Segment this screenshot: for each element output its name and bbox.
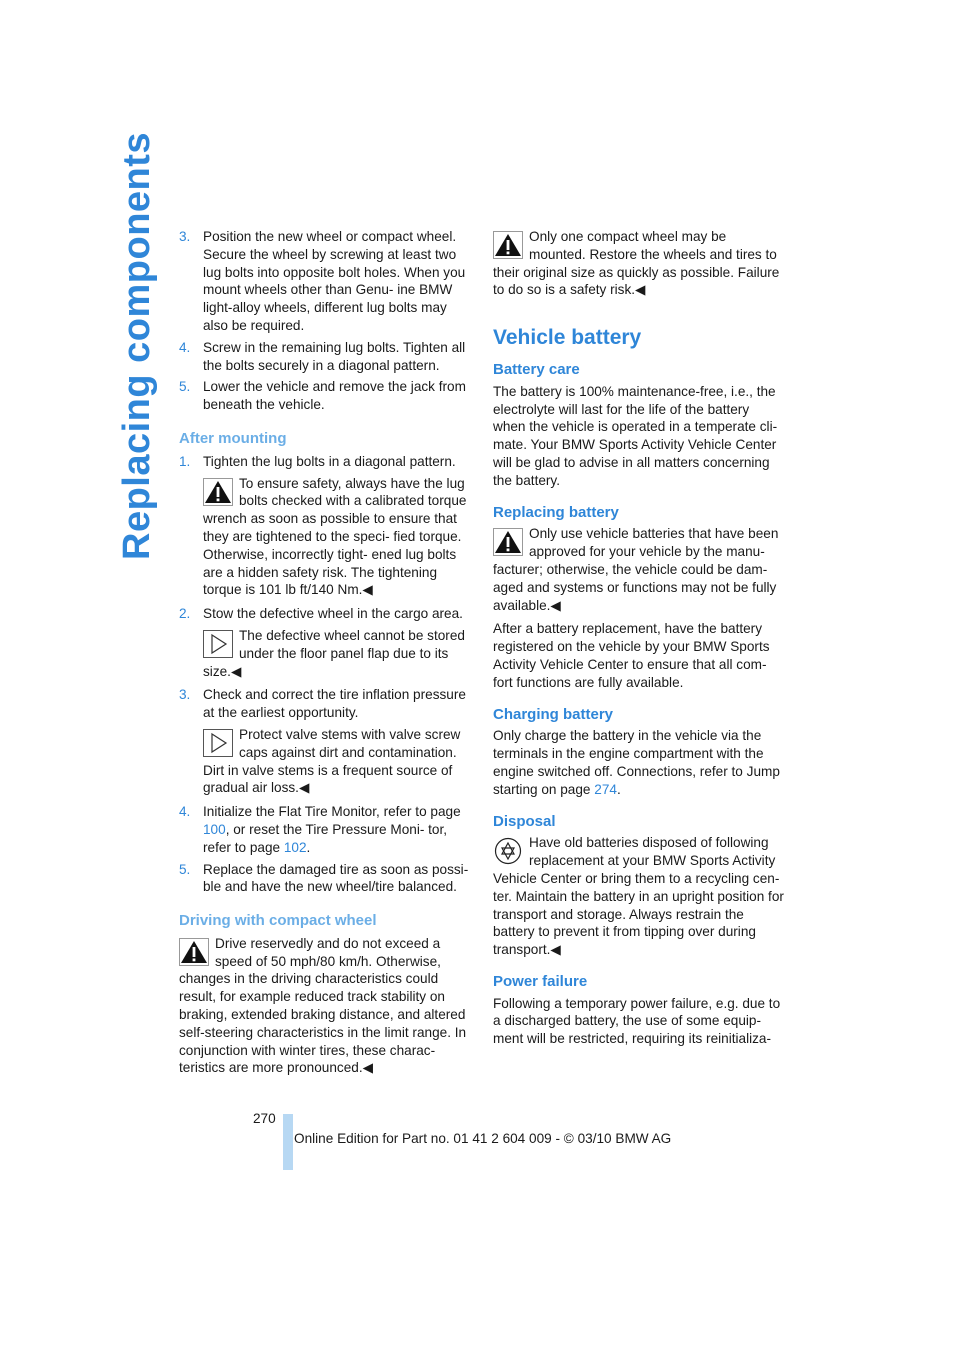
power-failure-heading: Power failure [493, 972, 588, 990]
battery-care-text: The battery is 100% maintenance-free, i.e., the electrolyte will last for the life of the battery when the vehicle is operated in a temperate cli- mate. Your BMW Sports Activity Vehicle Center will be glad to advise in all matters concerning the battery. [493, 383, 778, 488]
list-item [179, 861, 471, 897]
page-link[interactable]: 100 [203, 821, 226, 837]
step-text: Lower the vehicle and remove the jack from beneath the vehicle. [203, 379, 466, 413]
page-link[interactable]: 274 [594, 781, 617, 797]
note-arrow-icon [203, 729, 233, 757]
battery-care-heading: Battery care [493, 360, 580, 378]
step-text: Screw in the remaining lug bolts. Tighten all the bolts securely in a diagonal pattern. [203, 339, 466, 373]
step-text-part: Initialize the Flat Tire Monitor, refer to page [203, 804, 461, 820]
footer-accent-bar [283, 1114, 293, 1170]
step-number: 5. [179, 379, 191, 395]
list-item [179, 228, 471, 335]
step-text-part: , or reset the Tire Pressure Moni- tor, refer to page [203, 821, 448, 855]
info-note [203, 726, 471, 797]
step-text: Stow the defective wheel in the cargo area. [203, 606, 463, 622]
list-item [179, 803, 471, 856]
warning-text: Only use vehicle batteries that have been approved for your vehicle by the manu- facturer; otherwise, the vehicle could be dam- aged and systems or functions may not be fully available.◀ [493, 526, 779, 613]
step-text: Replace the damaged tire as soon as possi- ble and have the new wheel/tire balanced. [203, 861, 469, 895]
step-text: Tighten the lug bolts in a diagonal pattern. [203, 453, 456, 469]
step-number: 4. [179, 804, 191, 820]
page-number: 270 [253, 1111, 276, 1126]
charging-battery-heading: Charging battery [493, 705, 614, 723]
warning-note [493, 525, 785, 614]
warning-text: Only one compact wheel may be mounted. Restore the wheels and tires to their original size as quickly as possible. Failure to do so is a safety risk.◀ [493, 229, 780, 298]
step-number: 3. [179, 229, 191, 244]
chapter-side-title [112, 131, 158, 560]
list-item [179, 686, 471, 722]
note-text: Protect valve stems with valve screw caps against dirt and contamination. Dirt in valve stems is a frequent source of gradual air loss.◀ [203, 726, 461, 796]
page-link[interactable]: 102 [283, 839, 307, 855]
after-mounting-heading: After mounting [179, 429, 287, 447]
step-text-part: . [306, 839, 311, 855]
warning-note [493, 228, 785, 299]
warning-triangle-icon [493, 231, 523, 259]
power-failure-text: Following a temporary power failure, e.g. due to a discharged battery, the use of some equip- ment will be restricted, requiring its reinitializa- [493, 995, 781, 1047]
left-column [179, 228, 471, 1083]
driving-compact-wheel-heading: Driving with compact wheel [179, 912, 377, 930]
note-arrow-icon [203, 630, 233, 658]
step-number: 2. [179, 606, 191, 622]
disposal-heading: Disposal [493, 812, 556, 830]
charging-text-part: Only charge the battery in the vehicle via the terminals in the engine compartment with the engine switched off. Connections, refer to Jump starting on page [493, 728, 780, 797]
note-text: The defective wheel cannot be stored under the floor panel flap due to its size.◀ [203, 627, 465, 679]
replacing-battery-heading: Replacing battery [493, 503, 619, 521]
recycling-icon [493, 837, 523, 865]
warning-note [203, 475, 471, 600]
info-note [203, 627, 471, 680]
list-item [179, 339, 471, 375]
list-item [179, 378, 471, 414]
charging-text-part: . [616, 781, 621, 797]
warning-triangle-icon [203, 478, 233, 506]
vehicle-battery-heading: Vehicle battery [493, 326, 642, 350]
chapter-title-text: Replacing components [116, 131, 158, 560]
warning-text: Drive reservedly and do not exceed a speed of 50 mph/80 km/h. Otherwise, changes in the driving characteristics could result, for example reduced track stability on braking, extended braking distance, and altered self-steering characteristics in the limit range. In conjunction with winter tires, these charac- teristics are more pronounced.◀ [179, 935, 467, 1076]
step-text: Position the new wheel or compact wheel. Secure the wheel by screwing at least two lug bolts into opposite bolt holes. When you mount wheels other than Genu- ine BMW light-alloy wheels, different lug bolts may also be required. [203, 229, 466, 333]
step-text [203, 803, 471, 856]
warning-triangle-icon [179, 938, 209, 966]
step-text: Check and correct the tire inflation pressure at the earliest opportunity. [203, 687, 466, 721]
list-item [179, 453, 471, 471]
disposal-text: Have old batteries disposed of following replacement at your BMW Sports Activity Vehicle Center or bring them to a recycling cen- ter. Maintain the battery in an upright position for transport and storage. Always restrain the battery to prevent it from tipping over during transport.◀ [493, 835, 784, 958]
list-item [179, 605, 471, 623]
warning-note [179, 935, 471, 1077]
charging-battery-text [493, 727, 785, 798]
step-number: 4. [179, 339, 191, 355]
edition-footer: Online Edition for Part no. 01 41 2 604 009 - © 03/10 BMW AG [294, 1131, 672, 1146]
step-number: 5. [179, 861, 191, 877]
step-number: 3. [179, 687, 191, 703]
warning-triangle-icon [493, 528, 523, 556]
right-column [493, 228, 785, 1052]
recycling-note [493, 834, 785, 959]
replacing-battery-text: After a battery replacement, have the battery registered on the vehicle by your BMW Sports Activity Vehicle Center to ensure that all com- fort functions are fully available. [493, 621, 770, 690]
step-number: 1. [179, 453, 191, 469]
warning-text: To ensure safety, always have the lug bolts checked with a calibrated torque wrench as soon as possible to ensure that they are tightened to the speci- fied torque. Otherwise, incorrectly tight- ened lug bolts are a hidden safety risk. The tightening torque is 101 lb ft/140 Nm.◀ [203, 475, 467, 598]
